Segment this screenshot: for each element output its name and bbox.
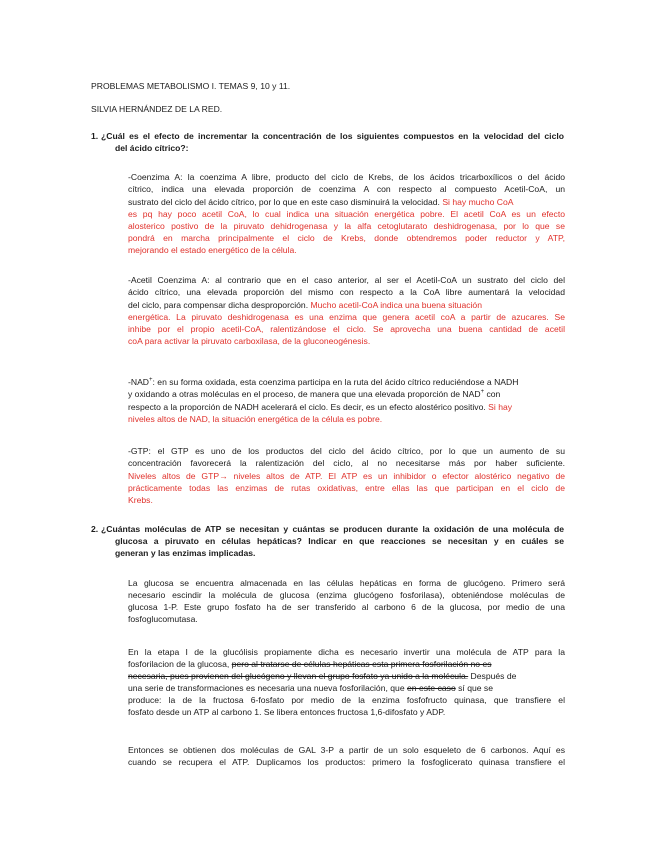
p2-line3-text: Después de [468,671,517,681]
gtp-line5: Krebs. [128,495,153,505]
acetil-line1: -Acetil Coenzima A: al contrario que en el caso anterior, al ser el Acetil-CoA un sustrato del ciclo del [128,275,565,285]
acetil-line3-red: Mucho acetil-CoA indica una buena situación [308,300,482,310]
gtp-line2: concentración favorecerá la ralentización del ciclo, al no necesitarse más por haber suficiente. [128,458,565,468]
nad-line1 [128,377,518,388]
author-name: SILVIA HERNÁNDEZ DE LA RED. [91,104,223,114]
nad-line2-post: con [484,389,501,399]
q2-heading-line2: glucosa a piruvato en células hepáticas? Indicar en que reacciones se necesitan y en cuáles se [115,536,564,546]
acetil-line3 [128,300,482,311]
nad-line1-pre: -NAD [128,377,150,387]
nad-line3-red: Si hay [485,402,513,412]
p1-line1: La glucosa se encuentra almacenada en las células hepáticas en forma de glucógeno. Primero será [128,578,565,588]
coa-line6: pondrá en marcha principalmente el ciclo de Krebs, donde obtendremos poder reductor y ATP, [128,233,565,243]
coa-line3-red: Si hay mucho CoA [439,197,514,207]
nad-line2-pre: y oxidando a otras moléculas en el proceso, de manera que una elevada proporción de NAD [128,389,481,399]
p2-line4-text: una serie de transformaciones es necesaria una nueva fosforilación, que [128,683,407,693]
p2-line2-strike: pero al tratarse de células hepáticas esta primera fosforilación no es [231,659,492,669]
acetil-line5: inhibe por el propio acetil-CoA, ralentizándose el ciclo. Se aprovecha una buena cantidad de acetil [128,324,565,334]
gtp-line4: prácticamente todas las enzimas de rutas oxidativas, entre ellas las que participan en el ciclo de [128,483,565,493]
nad-line1-post: : en su forma oxidada, esta coenzima participa en la ruta del ácido cítrico reduciéndose a NADH [152,377,519,387]
p2-line2-text: fosforilacion de la glucosa, [128,659,232,669]
p2-line6: fosfato desde un ATP al carbono 1. Se libera entonces fructosa 1,6-difosfato y ADP. [128,707,446,717]
coa-line7: mejorando el estado energético de la célula. [128,245,297,255]
p2-line4-end: sí que se [455,683,493,693]
coa-line4: es pq hay poco acetil CoA, lo cual indica una situación energética pobre. El acetil CoA es un efecto [128,209,565,219]
acetil-line2: ácido cítrico, una elevada proporción del mismo con respecto a la CoA libre aumentará la velocidad [128,287,565,297]
p3-line2: cuando se recupera el ATP. Duplicamos los productos: primero la fosfoglicerato quinasa transfiere el [128,757,565,767]
coa-line3 [128,197,514,208]
p2-line2 [128,659,492,670]
q1-heading-line1: ¿Cuál es el efecto de incrementar la concentración de los siguientes compuestos en la velocidad del ciclo [101,131,564,141]
nad-line3 [128,402,512,413]
coa-line5: alosterico postivo de la piruvato dehidrogenasa y la alfa cetoglutarato deshidrogenasa, por lo que se [128,221,565,231]
nad-line2-sup: + [480,389,485,396]
acetil-line3-text: del ciclo, para compensar dicha desproporción. [128,300,309,310]
p3-line1: Entonces se obtienen dos moléculas de GAL 3-P a partir de un solo esqueleto de 6 carbonos. Aquí es [128,745,565,755]
p2-line5: produce: la de la fructosa 6-fosfato por medio de la enzima fosfofructo quinasa, que transfiere el [128,695,565,705]
q2-number: 2. [91,524,99,534]
p2-line4-strike: en este caso [407,683,456,693]
nad-line3-text: respecto a la proporción de NADH acelerará el ciclo. Es decir, es un efecto alostérico positivo. [128,402,486,412]
p2-line1: En la etapa I de la glucólisis propiamente dicha es necesario invertir una molécula de ATP para la [128,647,565,657]
acetil-line6: coA para activar la piruvato carboxilasa, de la gluconeogénesis. [128,336,371,346]
nad-line4: niveles altos de NAD, la situación energética de la célula es pobre. [128,414,383,424]
nad-line2 [128,389,500,400]
q2-heading-line3: generan y las enzimas implicadas. [115,548,256,558]
p1-line4: fosfoglucomutasa. [128,614,198,624]
coa-line1: -Coenzima A: la coenzima A libre, producto del ciclo de Krebs, de los ácidos tricarboxílicos o del ácido [128,172,565,182]
p2-line3 [128,671,516,682]
acetil-line4: energética. La piruvato deshidrogenasa es una enzima que genera acetil coA a partir de azucares. Se [128,312,565,322]
p1-line2: necesario escindir la molécula de glucosa (enzima glucógeno fosforilasa), obteniéndose moléculas de [128,590,565,600]
p1-line3: glucosa 1-P. Este grupo fosfato ha de ser transferido al carbono 6 de la glucosa, por medio de una [128,602,565,612]
p2-line4 [128,683,493,694]
q1-number: 1. [91,131,99,141]
coa-line3-text: sustrato del ciclo del ácido cítrico, por lo que en este caso disminuirá la velocidad. [128,197,440,207]
gtp-line3: Niveles altos de GTP→ niveles altos de ATP. El ATP es un inhibidor o efector alostérico negativo de [128,471,565,481]
coa-line2: cítrico, indica una elevada proporción de coenzima A con respecto al compuesto Acetil-CoA, un [128,184,565,194]
q2-heading-line1: ¿Cuántas moléculas de ATP se necesitan y cuántas se producen durante la oxidación de una molécula de [101,524,564,534]
q1-heading-line2: del ácido cítrico?: [115,143,189,153]
gtp-line1: -GTP: el GTP es uno de los productos del ciclo del ácido cítrico, por lo que un aumento de su [128,446,565,456]
document-title: PROBLEMAS METABOLISMO I. TEMAS 9, 10 y 11. [91,81,291,91]
nad-line1-sup: + [149,377,153,384]
p2-line3-strike: necesaria, pues provienen del glucógeno y llevan el grupo fosfato ya unido a la molécula. [128,671,469,681]
